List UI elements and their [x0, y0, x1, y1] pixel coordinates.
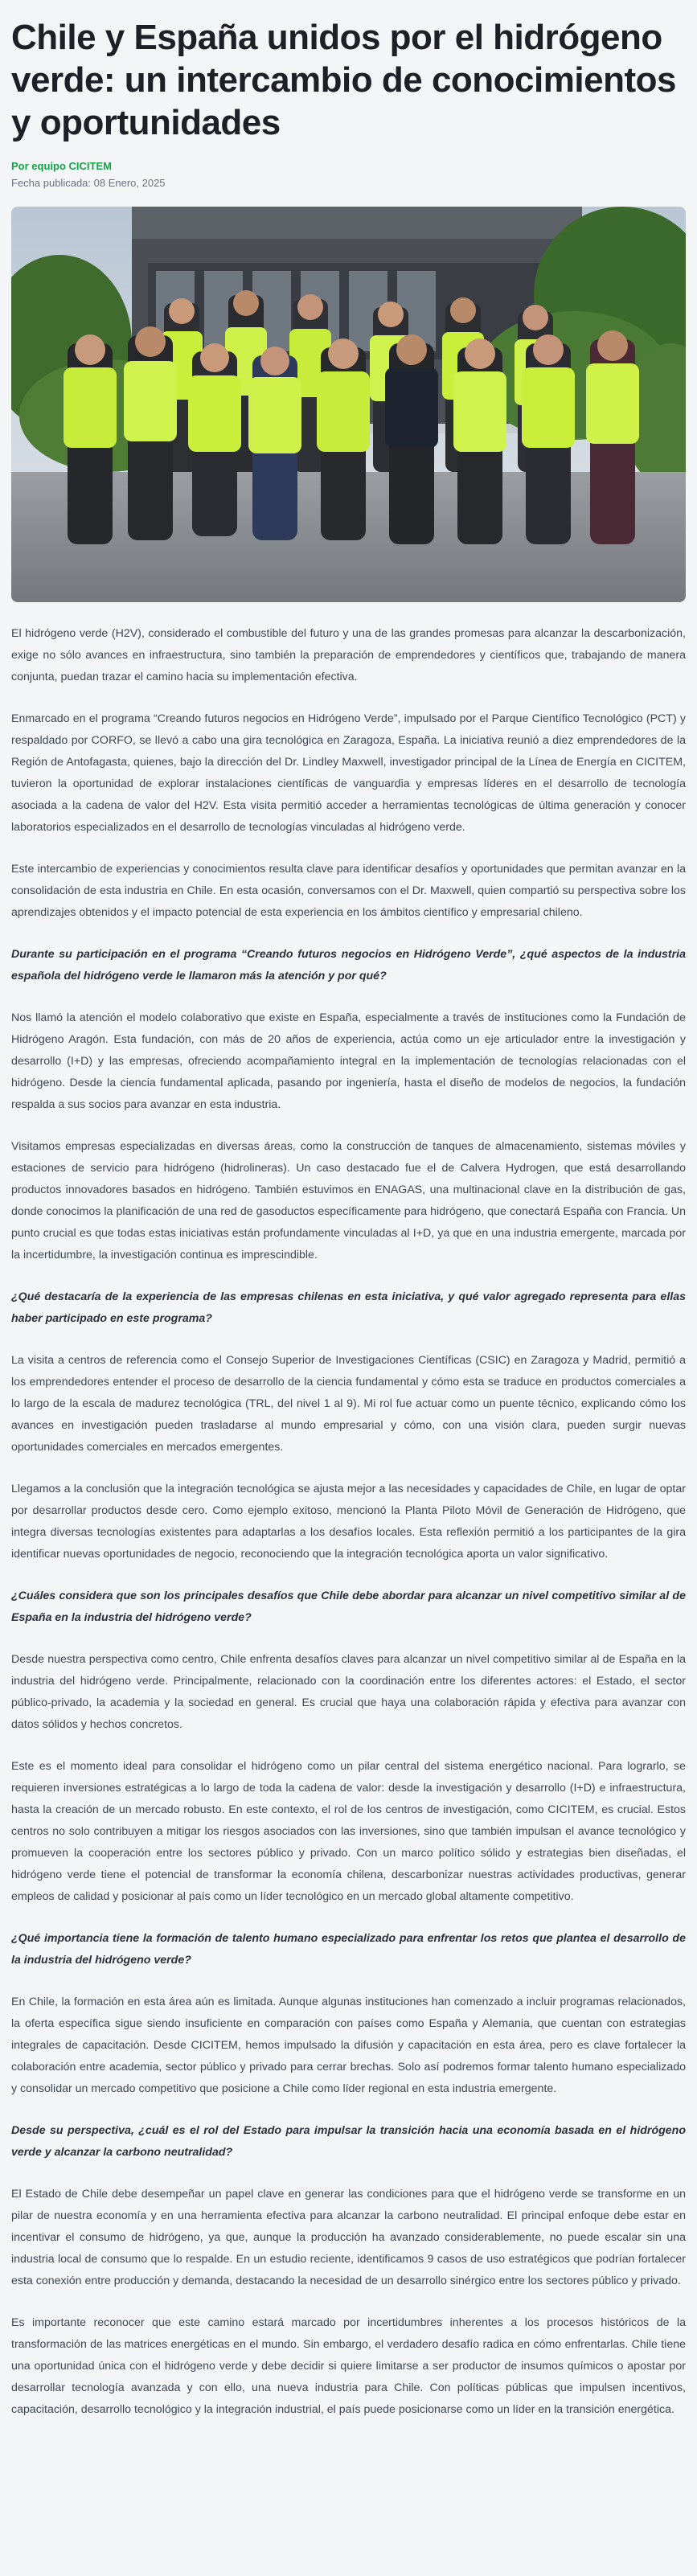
article-paragraph: Nos llamó la atención el modelo colaborativo que existe en España, especialmente a través de instituciones como la Fundación de Hidrógeno Aragón. Esta fundación, con más de 20 años de experiencia, actúa como un eje articulador entre la investigación y desarrollo (I+D) y las empresas, ofreciendo acompañamiento integral en la implementación de tecnologías relacionadas con el hidrógeno. Desde la ciencia fundamental aplicada, pasando por ingeniería, hasta el diseño de modelos de negocios, la fundación respalda a sus socios para avanzar en esta industria. — [11, 1011, 686, 1111]
article-paragraph: Enmarcado en el programa “Creando futuros negocios en Hidrógeno Verde”, impulsado por el Parque Científico Tecnológico (PCT) y respaldado por CORFO, se llevó a cabo una gira tecnológica en Zaragoza, España. La iniciativa reunió a diez emprendedores de la Región de Antofagasta, quienes, bajo la dirección del Dr. Lindley Maxwell, investigador principal de la Línea de Energía en CICITEM, tuvieron la oportunidad de explorar instalaciones científicas de vanguardia y empresas líderes en el desarrollo de tecnología asociada a la cadena de valor del H2V. Esta visita permitió acceder a herramientas tecnológicas de última generación y conocer laboratorios especializados en el desarrollo de tecnologías vinculadas al hidrógeno verde. — [11, 712, 686, 834]
interview-question: Durante su participación en el programa “Creando futuros negocios en Hidrógeno Verde”, ¿qué aspectos de la industria española del hidrógeno verde le llamaron más la atención y por qué? — [11, 948, 686, 982]
article-paragraph: Llegamos a la conclusión que la integración tecnológica se ajusta mejor a las necesidades y capacidades de Chile, en lugar de optar por desarrollar productos desde cero. Como ejemplo exitoso, mencionó la Planta Piloto Móvil de Generación de Hidrógeno, que integra diversas tecnologías existentes para adaptarlas a los desafíos locales. Esta reflexión permitió a los participantes de la gira identificar nuevas oportunidades de negocio, reconociendo que la integración tecnológica aporta un valor significativo. — [11, 1483, 686, 1561]
interview-question: ¿Qué destacaría de la experiencia de las empresas chilenas en esta iniciativa, y qué valor agregado representa para ellas haber participado en este programa? — [11, 1290, 686, 1325]
article-body — [11, 623, 686, 2421]
article-paragraph: El Estado de Chile debe desempeñar un papel clave en generar las condiciones para que el hidrógeno verde se transforme en un pilar de nuestra economía y en una herramienta efectiva para alcanzar la carbono neutralidad. El principal enfoque debe estar en incentivar el consumo de hidrógeno, ya que, aunque la producción ha avanzado considerablemente, no puede escalar sin una industria local de consumo que lo respalde. En un estudio reciente, identificamos 9 casos de uso estratégicos que podrían fortalecer esta conexión entre producción y demanda, destacando la necesidad de un desarrollo sinérgico entre los sectores público y privado. — [11, 2188, 686, 2287]
interview-question: Desde su perspectiva, ¿cuál es el rol del Estado para impulsar la transición hacia una economía basada en el hidrógeno verde y alcanzar la carbono neutralidad? — [11, 2124, 686, 2159]
interview-question: ¿Qué importancia tiene la formación de talento humano especializado para enfrentar los retos que plantea el desarrollo de la industria del hidrógeno verde? — [11, 1932, 686, 1967]
article-paragraph: El hidrógeno verde (H2V), considerado el combustible del futuro y una de las grandes promesas para alcanzar la descarbonización, exige no sólo avances en infraestructura, sino también la preparación de emprendedores y científicos que, trabajando de manera conjunta, puedan trazar el camino hacia su implementación efectiva. — [11, 627, 686, 683]
interview-question: ¿Cuáles considera que son los principales desafíos que Chile debe abordar para alcanzar un nivel competitivo similar al de España en la industria del hidrógeno verde? — [11, 1589, 686, 1624]
article-paragraph: Este intercambio de experiencias y conocimientos resulta clave para identificar desafíos y oportunidades que permitan avanzar en la consolidación de esta industria en Chile. En esta ocasión, conversamos con el Dr. Maxwell, quien compartió su perspectiva sobre los aprendizajes obtenidos y el impacto potencial de esta experiencia en los ámbitos científico y empresarial chileno. — [11, 863, 686, 919]
article-paragraph: Es importante reconocer que este camino estará marcado por incertidumbres inherentes a los procesos históricos de la transformación de las matrices energéticas en el mundo. Sin embargo, el verdadero desafío radica en cómo enfrentarlas. Chile tiene una oportunidad única con el hidrógeno verde y debe decidir si quiere limitarse a ser productor de insumos químicos o apostar por desarrollar tecnología avanzada y con ello, una nueva industria para Chile. Con políticas públicas que impulsen incentivos, capacitación, desarrollo tecnológico y la integración industrial, el país puede posicionarse como un líder en la transición energética. — [11, 2316, 686, 2416]
article-paragraph: La visita a centros de referencia como el Consejo Superior de Investigaciones Científicas (CSIC) en Zaragoza y Madrid, permitió a los emprendedores entender el proceso de desarrollo de la ciencia fundamental y cómo esta se traduce en productos comerciales a lo largo de la escala de madurez tecnológica (TRL, del nivel 1 al 9). Mi rol fue actuar como un puente técnico, explicando cómo los avances en investigación pueden trasladarse al mundo empresarial y cómo, con una visión clara, pueden surgir nuevas oportunidades comerciales en mercados emergentes. — [11, 1354, 686, 1454]
article-paragraph: Este es el momento ideal para consolidar el hidrógeno como un pilar central del sistema energético nacional. Para lograrlo, se requieren inversiones estratégicas a lo largo de toda la cadena de valor: desde la investigación y desarrollo (I+D) e infraestructura, hasta la creación de un mercado robusto. En este contexto, el rol de los centros de investigación, como CICITEM, es crucial. Estos centros no solo contribuyen a mitigar los riesgos asociados con las inversiones, sino que también impulsan el avance tecnológico y promueven la cooperación entre los sectores público y privado. Con un marco político sólido y estrategias bien diseñadas, el hidrógeno verde tiene el potencial de transformar la economía chilena, descarbonizar nuestras actividades productivas, generar empleos de calidad y posicionar al país como un líder tecnológico en un mercado global altamente competitivo. — [11, 1760, 686, 1903]
article-author[interactable]: Por equipo CICITEM — [11, 160, 112, 172]
article-paragraph: En Chile, la formación en esta área aún es limitada. Aunque algunas instituciones han comenzado a incluir programas relacionados, la oferta específica sigue siendo insuficiente en comparación con países como España y Alemania, que cuentan con estrategias integrales de capacitación. Desde CICITEM, hemos impulsado la difusión y capacitación en esta área, pero es clave fortalecer la colaboración entre academia, sector público y privado para cerrar brechas. Solo así podremos formar talento humano especializado y consolidar un mercado competitivo que posicione a Chile como líder regional en esta industria emergente. — [11, 1996, 686, 2095]
group-photo — [11, 207, 686, 602]
article-title: Chile y España unidos por el hidrógeno verde: un intercambio de conocimientos y oportunidades — [11, 18, 676, 142]
article-paragraph: Desde nuestra perspectiva como centro, Chile enfrenta desafíos claves para alcanzar un nivel competitivo similar al de España en la industria del hidrógeno verde. Principalmente, relacionado con la coordinación entre los diferentes actores: el Estado, el sector público-privado, la academia y la sociedad en general. Es crucial que haya una colaboración rápida y efectiva para avanzar con datos sólidos y hechos concretos. — [11, 1653, 686, 1731]
article-paragraph: Visitamos empresas especializadas en diversas áreas, como la construcción de tanques de almacenamiento, sistemas móviles y estaciones de servicio para hidrógeno (hidrolineras). Un caso destacado fue el de Calvera Hydrogen, que está desarrollando productos innovadores basados en hidrógeno. También estuvimos en ENAGAS, una multinacional clave en la distribución de gas, donde conocimos la planificación de una red de gasoductos específicamente para hidrógeno, que conectará España con Francia. Un punto crucial es que todas estas iniciativas están profundamente vinculadas al I+D, ya que en una industria emergente, marcada por la incertidumbre, la investigación continua es imprescindible. — [11, 1140, 686, 1261]
publish-date: Fecha publicada: 08 Enero, 2025 — [11, 177, 166, 189]
